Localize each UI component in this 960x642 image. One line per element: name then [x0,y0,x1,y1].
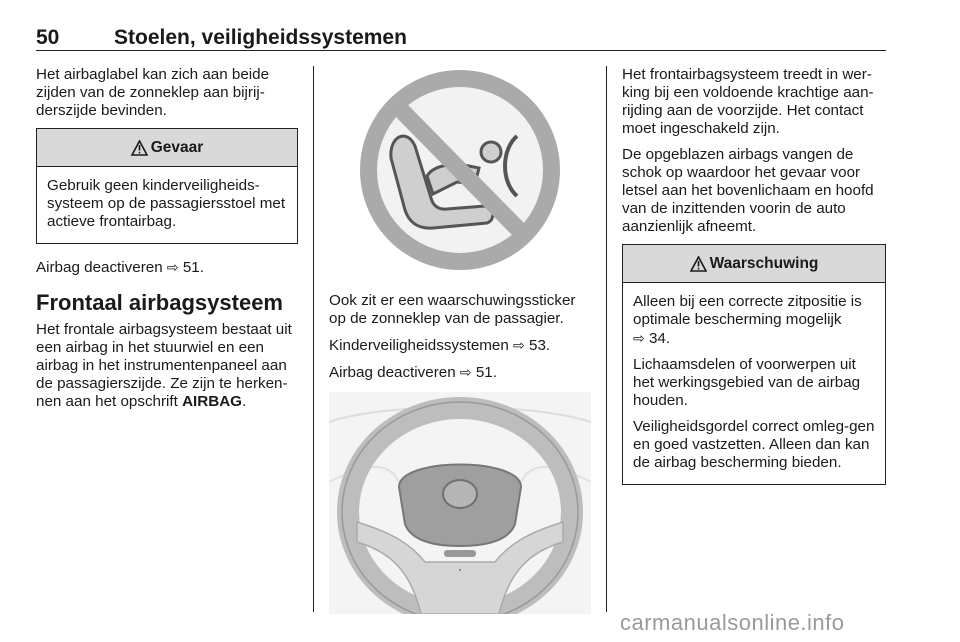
warning-box [622,244,886,485]
activation-paragraph: Het frontairbagsysteem treedt in wer-king bij een voldoende krachtige aan-rijding aan de voorzijde. Het contact moet ingeschakeld zijn. [622,66,874,137]
deactivate-reference[interactable]: Airbag deactiveren ⇨ 51. [36,259,204,276]
protection-paragraph: De opgeblazen airbags vangen de schok op waardoor het gevaar voor letsel aan het bovenlichaam en hoofd van de inzittenden voorin de auto aanzienlijk afneemt. [622,146,874,235]
section-heading: Frontaal airbagsysteem [36,290,283,315]
column-2 [329,66,591,614]
page-reference-arrow-icon: ⇨ [166,259,179,275]
warning-triangle-icon [690,256,707,272]
intro-paragraph: Het airbaglabel kan zich aan beide zijden van de zonneklep aan bijrij-derszijde bevinden. [36,66,270,119]
seating-position-warning: Alleen bij een correcte zitpositie is optimale bescherming mogelijk ⇨ 34. [633,293,862,347]
page-reference-arrow-icon: ⇨ [633,330,645,346]
page-header [36,26,886,51]
danger-box-text: Gebruik geen kinderveiligheids-systeem op de passagiersstoel met actieve frontairbag. [47,177,286,230]
page-reference-arrow-icon: ⇨ [459,364,472,380]
seatbelt-warning: Veiligheidsgordel correct omleg-gen en goed vastzetten. Alleen dan kan de airbag bescherming bieden. [633,418,875,471]
section-paragraph: Het frontale airbagsysteem bestaat uit een airbag in het stuurwiel en een airbag in het instrumentenpaneel aan de passagierszijde. Ze zijn te herken-nen aan het opschrift AIRBAG. [36,321,292,410]
svg-text:▪: ▪ [458,567,462,574]
airbag-label: AIRBAG [182,393,242,410]
no-child-seat-sign-figure [329,66,591,276]
danger-box [36,128,298,244]
danger-box-title: Gevaar [150,138,204,156]
column-1 [36,66,298,419]
warning-box-title: Waarschuwing [709,254,819,272]
warning-box-header [623,245,885,283]
column-divider [313,66,314,612]
warning-triangle-icon [131,140,148,156]
page-title: Stoelen, veiligheidssystemen [114,26,407,49]
body-parts-warning: Lichaamsdelen of voorwerpen uit het werkingsgebied van de airbag houden. [633,356,861,409]
watermark: carmanualsonline.info [620,610,845,635]
seating-position-reference[interactable]: 34. [648,330,671,347]
deactivate-reference[interactable]: Airbag deactiveren ⇨ 51. [329,364,497,381]
sticker-paragraph: Ook zit er een waarschuwingssticker op de zonneklep van de passagier. [329,292,576,327]
page-number: 50 [36,26,60,49]
column-divider [606,66,607,612]
steering-wheel-figure [329,392,591,614]
child-safety-reference[interactable]: Kinderveiligheidssystemen ⇨ 53. [329,337,551,354]
danger-box-header [37,129,297,167]
page-reference-arrow-icon: ⇨ [513,337,525,353]
column-3 [622,66,886,499]
